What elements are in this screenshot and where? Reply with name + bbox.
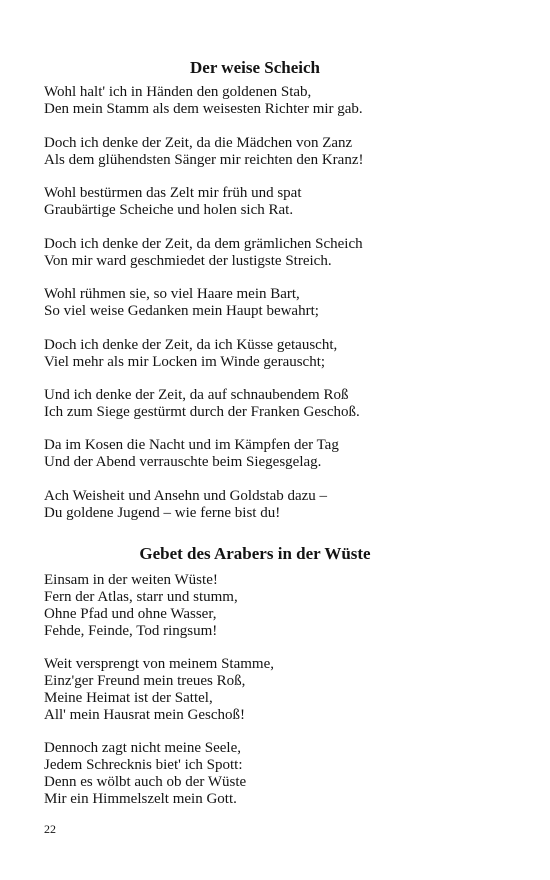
verse-line: Viel mehr als mir Locken im Winde gerauscht; [44,354,326,370]
verse-line: Als dem glühendsten Sänger mir reichten den Kranz! [44,152,364,168]
verse-line: Fern der Atlas, starr und stumm, [44,589,238,605]
verse-line: Und der Abend verrauschte beim Siegesgelag. [44,454,322,470]
verse-line: Den mein Stamm als dem weisesten Richter mir gab. [44,101,363,117]
verse-line: Einsam in der weiten Wüste! [44,572,218,588]
verse-line: Du goldene Jugend – wie ferne bist du! [44,505,281,521]
stanza [44,236,504,270]
verse-line: Graubärtige Scheiche und holen sich Rat. [44,202,294,218]
verse-line: Wohl rühmen sie, so viel Haare mein Bart, [44,286,300,302]
verse-line: Wohl bestürmen das Zelt mir früh und spat [44,185,302,201]
verse-line: Mir ein Himmelszelt mein Gott. [44,791,237,807]
verse-line: Dennoch zagt nicht meine Seele, [44,740,242,756]
verse-line: Wohl halt' ich in Händen den goldenen Stab, [44,84,312,100]
stanza [44,337,504,371]
page-number: 22 [44,822,56,836]
verse-line: Denn es wölbt auch ob der Wüste [44,774,247,790]
stanza [44,740,504,808]
verse-line: Doch ich denke der Zeit, da die Mädchen von Zanz [44,135,353,151]
verse-line: Da im Kosen die Nacht und im Kämpfen der Tag [44,437,339,453]
stanza [44,656,504,724]
verse-line: Doch ich denke der Zeit, da ich Küsse getauscht, [44,337,338,353]
stanza [44,572,504,640]
verse-line: Weit versprengt von meinem Stamme, [44,656,274,672]
verse-line: Von mir ward geschmiedet der lustigste Streich. [44,253,332,269]
stanza [44,286,504,320]
stanza [44,437,504,471]
stanza [44,135,504,169]
verse-line: Einz'ger Freund mein treues Roß, [44,673,246,689]
verse-line: Doch ich denke der Zeit, da dem grämlichen Scheich [44,236,363,252]
verse-line: All' mein Hausrat mein Geschoß! [44,707,245,723]
stanza [44,387,504,421]
verse-line: So viel weise Gedanken mein Haupt bewahrt; [44,303,319,319]
verse-line: Und ich denke der Zeit, da auf schnaubendem Roß [44,387,349,403]
stanza [44,84,504,118]
verse-line: Ich zum Siege gestürmt durch der Franken Geschoß. [44,404,360,420]
poem-title: Der weise Scheich [190,58,320,77]
verse-line: Meine Heimat ist der Sattel, [44,690,213,706]
verse-line: Fehde, Feinde, Tod ringsum! [44,623,218,639]
poem-title: Gebet des Arabers in der Wüste [139,544,371,563]
verse-line: Ach Weisheit und Ansehn und Goldstab dazu – [44,488,328,504]
verse-line: Jedem Schrecknis biet' ich Spott: [44,757,243,773]
stanza [44,185,504,219]
verse-line: Ohne Pfad und ohne Wasser, [44,606,217,622]
stanza [44,488,504,522]
